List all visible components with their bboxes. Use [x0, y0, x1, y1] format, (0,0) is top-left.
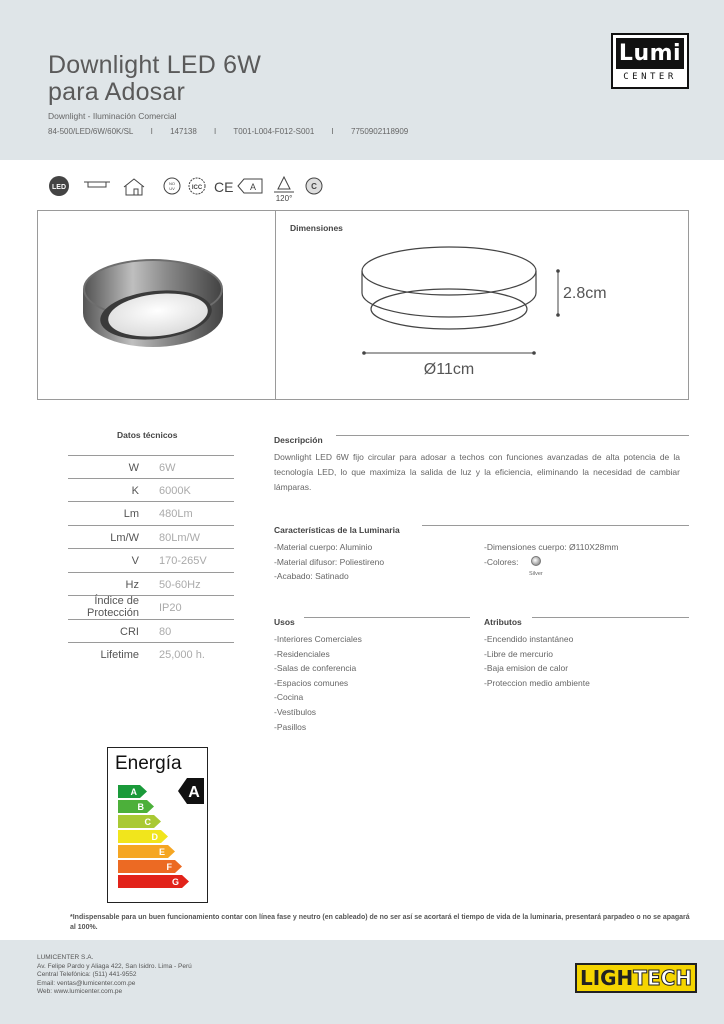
- table-row: [68, 455, 234, 479]
- sku-code: 84-500/LED/6W/60K/SL: [48, 127, 134, 136]
- ce-icon: CE: [214, 179, 234, 195]
- separator: I: [150, 127, 153, 136]
- list-item: -Cocina: [274, 692, 304, 703]
- c-mark-icon: [306, 178, 322, 194]
- tech-value: 6000K: [159, 484, 191, 497]
- attributes-section: [484, 612, 689, 630]
- company-phone: Central Telefónica: (511) 441-9552: [37, 971, 137, 979]
- surface-mount-icon: [84, 182, 110, 187]
- a-class-icon: [238, 179, 262, 193]
- tech-key: K: [131, 484, 139, 497]
- tech-key: Lm: [123, 508, 139, 520]
- tech-value: 25,000 h.: [159, 649, 205, 661]
- title-line-1: Downlight LED 6W: [48, 51, 262, 79]
- list-item: -Proteccion medio ambiente: [484, 677, 590, 688]
- product-codes: [48, 127, 422, 136]
- height-dimension: 2.8cm: [563, 285, 607, 302]
- company-info: [37, 954, 192, 997]
- company-name: LUMICENTER S.A.: [37, 954, 94, 961]
- energy-bar-f: [118, 860, 183, 873]
- table-row: [68, 643, 234, 667]
- ean-code: 7750902118909: [351, 127, 409, 136]
- header-band: [0, 0, 724, 160]
- description-section: [274, 430, 689, 448]
- list-item: -Material difusor: Poliestireno: [274, 556, 385, 567]
- icons-svg: [48, 173, 348, 205]
- energy-bar-b: [118, 800, 155, 813]
- list-item: -Interiores Comerciales: [274, 634, 362, 644]
- list-item: -Salas de conferencia: [274, 663, 357, 674]
- energy-title: Energía: [115, 753, 182, 774]
- list-item: -Vestíbulos: [274, 706, 317, 717]
- product-photo: [38, 211, 275, 399]
- tech-value: 170-265V: [159, 555, 207, 567]
- product-image-box: [37, 210, 689, 400]
- led-icon: [49, 176, 69, 196]
- no-uv-icon: [164, 178, 180, 194]
- energy-bar-c: [118, 815, 162, 828]
- tech-key: Índice de Protección: [87, 595, 139, 619]
- list-item: -Baja emision de calor: [484, 663, 569, 674]
- logo-word-center: CENTER: [623, 72, 677, 82]
- tech-key: W: [128, 462, 139, 474]
- energy-class-letter: E: [158, 847, 165, 857]
- list-item: -Espacios comunes: [274, 677, 349, 688]
- energy-bar-a: [118, 785, 148, 798]
- features-title: Características de la Luminaria: [274, 525, 400, 535]
- tech-key: V: [131, 555, 139, 567]
- company-email[interactable]: Email: ventas@lumicenter.com.pe: [37, 979, 136, 987]
- table-row: [68, 502, 234, 526]
- description-text: Downlight LED 6W fijo circular para adosar a techos con funciones avanzadas de alta potencia de la tecnología LED, lo que maximiza la salida de luz y la eficiencia, eliminando la necesidad de cambiar lámparas.: [274, 452, 680, 492]
- company-address: Av. Felipe Pardo y Aliaga 422, San Isidro. Lima - Perú: [37, 962, 192, 970]
- tech-value: 480Lm: [159, 508, 193, 520]
- icc-icon: [189, 178, 205, 194]
- tech-key: CRI: [120, 625, 139, 638]
- uses-list: [274, 632, 362, 734]
- footer-band: [0, 940, 724, 1024]
- energy-bar-g: [118, 875, 190, 888]
- table-row: [68, 526, 234, 550]
- section-rule: [336, 435, 689, 436]
- energy-rating-arrow: [178, 778, 204, 804]
- attributes-title: Atributos: [484, 617, 522, 627]
- energy-class-letter: D: [151, 832, 158, 842]
- features-left-list: [274, 540, 384, 584]
- energy-class-letter: B: [137, 802, 144, 812]
- list-item: -Encendido instantáneo: [484, 634, 574, 644]
- list-item: -Dimensiones cuerpo: Ø110X28mm: [484, 542, 619, 552]
- title-line-2: para Adosar: [48, 78, 186, 106]
- logo-word-lumi: Lumi: [616, 38, 684, 69]
- energy-bar-d: [118, 830, 169, 843]
- energy-label: [107, 747, 208, 903]
- list-item: -Acabado: Satinado: [274, 571, 349, 582]
- item-code: 147138: [170, 127, 197, 136]
- list-item: -Colores:: [484, 556, 519, 567]
- silver-color-swatch: [531, 556, 541, 566]
- energy-bar-e: [118, 845, 176, 858]
- list-item: -Libre de mercurio: [484, 648, 553, 659]
- table-row: [68, 620, 234, 644]
- separator: I: [331, 127, 334, 136]
- energy-class-letter: G: [171, 877, 179, 887]
- tech-value: 6W: [159, 462, 176, 474]
- table-row: [68, 479, 234, 503]
- indoor-icon: [124, 179, 144, 195]
- beam-angle-label: 120°: [275, 194, 293, 203]
- list-item: -Material cuerpo: Aluminio: [274, 542, 373, 552]
- energy-rating-letter: A: [188, 784, 200, 801]
- description-title: Descripción: [274, 435, 323, 445]
- tech-key: Hz: [125, 578, 139, 591]
- section-rule: [422, 525, 689, 526]
- tech-value: IP20: [159, 602, 182, 614]
- table-row: [68, 596, 234, 620]
- svg-text:NO: NO: [169, 181, 175, 186]
- diameter-dimension: Ø11cm: [423, 361, 475, 378]
- dimensions-label: Dimensiones: [290, 223, 343, 233]
- c-mark-letter: C: [311, 182, 317, 191]
- a-class-letter: A: [249, 182, 257, 192]
- features-right-list: [484, 540, 619, 569]
- tech-data-table: [68, 455, 234, 667]
- company-web[interactable]: Web: www.lumicenter.com.pe: [37, 988, 123, 996]
- product-title: [48, 52, 261, 106]
- energy-class-letter: F: [166, 862, 172, 872]
- lightech-logo: [575, 963, 697, 993]
- table-row: [68, 549, 234, 573]
- list-item: -Pasillos: [274, 721, 307, 732]
- tech-value: 80Lm/W: [159, 531, 200, 544]
- tech-key: Lm/W: [110, 531, 139, 544]
- family-code: T001-L004-F012-S001: [233, 127, 315, 136]
- energy-class-letter: C: [144, 817, 151, 827]
- list-item: -Residenciales: [274, 648, 330, 659]
- lumicenter-logo: [611, 33, 689, 89]
- footnote: *Indispensable para un buen funcionamiento contar con línea fase y neutro (en cableado) de no ser así se acortará el tiempo de vida de la luminaria, presentará parpadeo o no se apagará al 100%.: [70, 914, 690, 931]
- svg-text:ICC: ICC: [191, 185, 203, 191]
- certification-icons: [48, 173, 348, 203]
- separator: I: [214, 127, 217, 136]
- table-row: [68, 573, 234, 597]
- beam-angle-icon: [274, 177, 294, 203]
- logo-part-tech: TECH: [633, 966, 693, 990]
- product-subtitle: Downlight - Iluminación Comercial: [48, 111, 177, 121]
- section-rule: [532, 617, 689, 618]
- tech-data-title: Datos técnicos: [117, 430, 178, 440]
- uses-title: Usos: [274, 617, 295, 627]
- dimension-drawing: [276, 211, 688, 399]
- energy-class-letter: A: [130, 787, 137, 797]
- features-section: [274, 520, 689, 538]
- logo-part-ligh: LIGH: [579, 966, 634, 990]
- led-icon-label: LED: [52, 184, 66, 191]
- svg-text:UV: UV: [169, 186, 175, 191]
- tech-value: 80: [159, 625, 172, 638]
- tech-key: Lifetime: [100, 649, 139, 661]
- section-rule: [304, 617, 470, 618]
- attributes-list: [484, 632, 590, 690]
- silver-color-label: Silver: [529, 571, 543, 577]
- uses-section: [274, 612, 470, 630]
- tech-value: 50-60Hz: [159, 578, 201, 591]
